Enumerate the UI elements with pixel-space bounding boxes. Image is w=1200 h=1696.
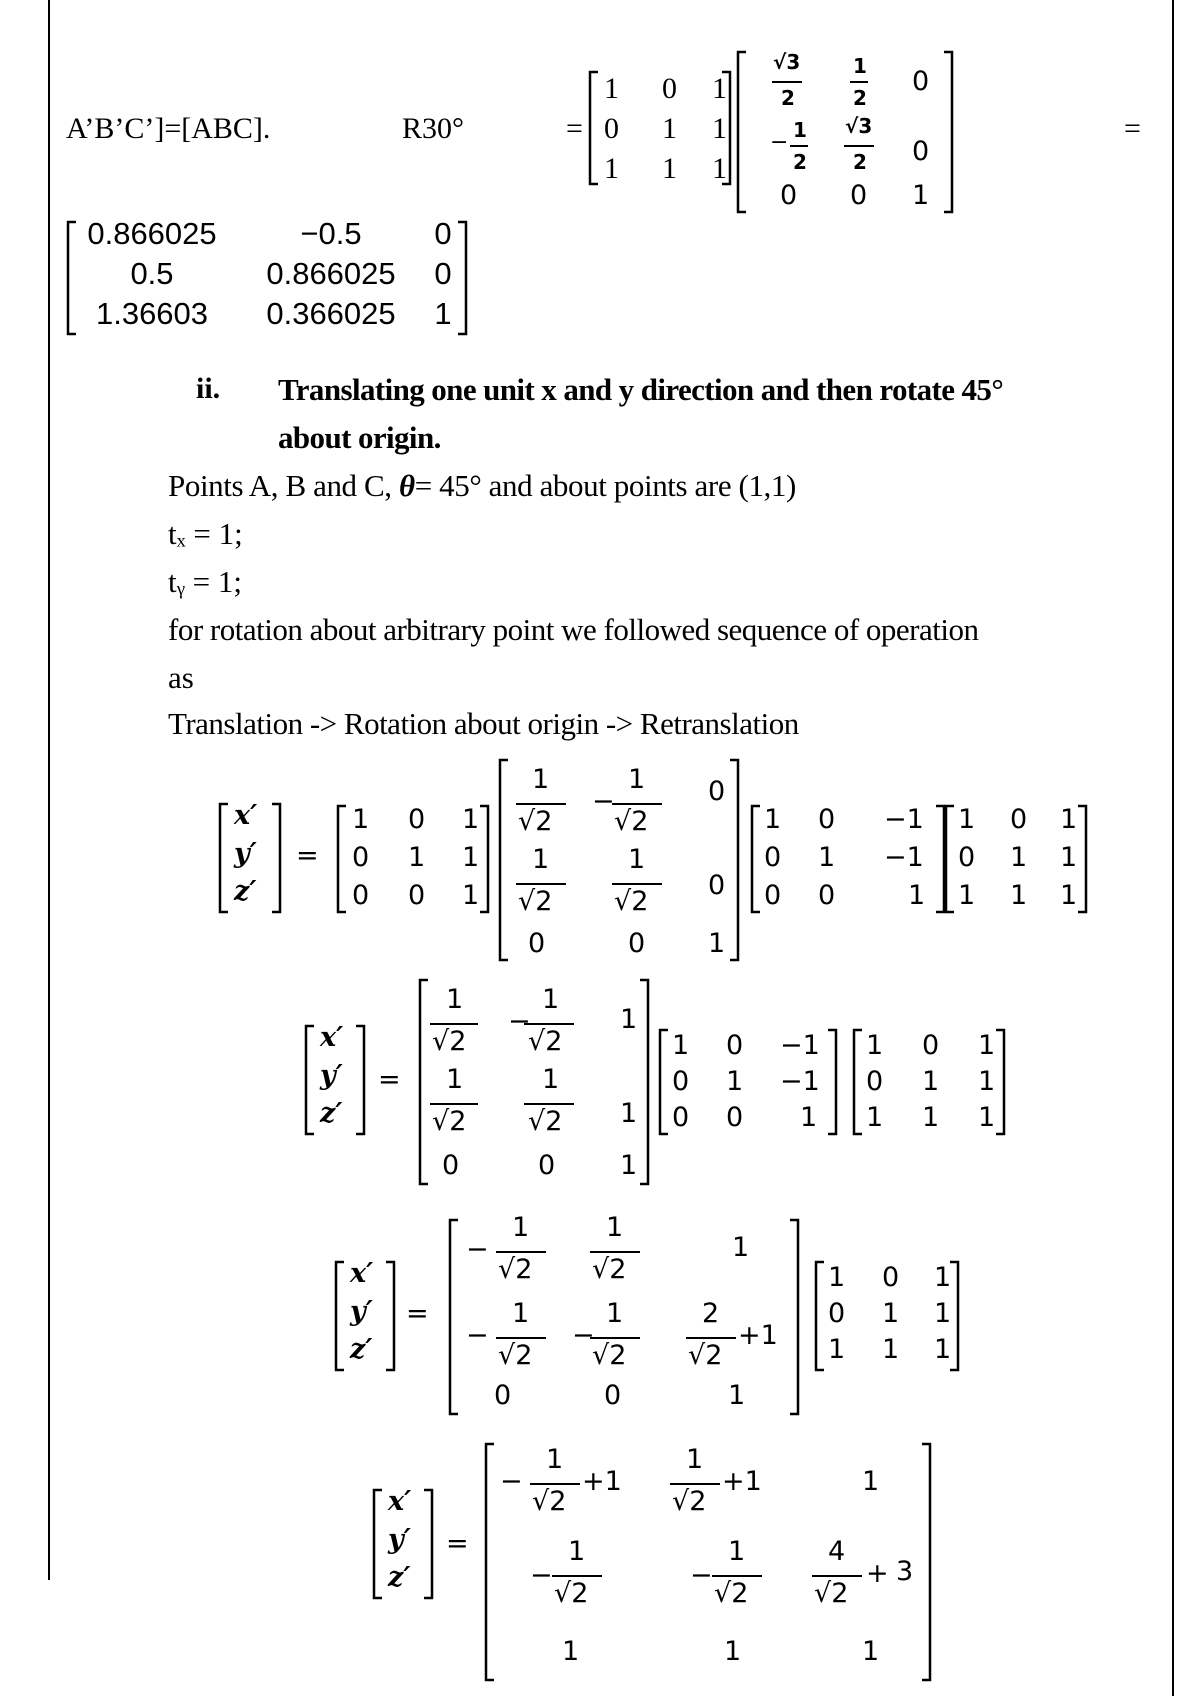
eq1-r-r1c3: 0 [708,776,726,807]
eq1-t2-r1c3: −1 [884,804,924,835]
m1-r2c1: 0 [604,112,619,145]
eq4-r3c2: 1 [724,1636,742,1667]
eq1-t2-r3c1: 0 [764,880,782,911]
m2-r1c2-num: 1 [853,54,867,78]
eq3-equals: = [406,1298,429,1329]
eq3-r2c3-den: √2 [688,1340,723,1371]
eq3-p-r1c3: 1 [934,1262,952,1293]
eq3-p-r2c1: 0 [828,1298,846,1329]
r1-r2c3: 0 [434,256,452,291]
eq3-r3c1: 0 [494,1380,512,1411]
eq2-r3c1: 0 [442,1150,460,1181]
m2-r2c2-den: 2 [853,150,867,174]
eq2-t2-r2c2: 1 [726,1066,744,1097]
eq1-t1-r1c2: 0 [408,804,426,835]
eq1-t1-r1c1: 1 [352,804,370,835]
abc-lhs: A’B’C’]=[ABC]. [66,112,271,145]
eq2-r1c3: 1 [620,1004,638,1035]
m1-r1c2: 0 [662,72,677,105]
eq1-p-r2c1: 0 [958,842,976,873]
r1-r3c3: 1 [434,296,452,331]
eq3-r2c2-minus: − [572,1320,595,1351]
eq2-r2c2-den: √2 [528,1106,563,1137]
eq4-r2c1-minus: − [530,1560,553,1591]
eq2-t2-r3c2: 0 [726,1102,744,1133]
eq3-r2c1-num: 1 [512,1298,530,1329]
eq1-t2-r2c1: 0 [764,842,782,873]
eq1-r-r2c1-num: 1 [532,844,550,875]
m2-r1c3: 0 [912,66,930,97]
eq1-r-r1c2-den: √2 [614,806,649,837]
eq3-r2c1-minus: − [466,1320,489,1351]
eq4-r1c2-num: 1 [686,1444,704,1475]
eq4-r2c3-den: √2 [814,1578,849,1609]
m1-r3c3: 1 [712,152,727,185]
m1-r3c1: 1 [604,152,619,185]
eq1-r-r1c2-minus: − [592,786,615,817]
eq3-r1c3: 1 [732,1232,750,1263]
m1-r2c2: 1 [662,112,677,145]
eq2-equals: = [378,1064,401,1095]
equals-2: = [1124,112,1141,145]
m2-r1c1-den: 2 [781,86,795,110]
eq3-p-r2c3: 1 [934,1298,952,1329]
eq2-t2-r2c1: 0 [672,1066,690,1097]
eq2-r1c2-den: √2 [528,1026,563,1057]
eq3-r1c1-minus: − [466,1234,489,1265]
eq2-r3c3: 1 [620,1150,638,1181]
r1-r3c1: 1.36603 [95,296,209,331]
eq1-r-r1c1-den: √2 [518,806,553,837]
eq1-vec-x: x′ [234,800,258,831]
r1-r1c2: −0.5 [300,216,362,251]
paragraph-line1: for rotation about arbitrary point we followed sequence of operation [168,612,979,647]
eq1-t1-r3c3: 1 [462,880,480,911]
m2-r3c2: 0 [850,180,868,211]
eq4-r2c3-three: 3 [896,1556,914,1587]
eq1-t2-r1c2: 0 [818,804,836,835]
eq1-r-r3c1: 0 [528,928,546,959]
eq1-t1-r1c3: 1 [462,804,480,835]
eq2-t2-r1c1: 1 [672,1030,690,1061]
section-title-line1: Translating one unit x and y direction and then rotate 45° [278,372,1004,407]
eq1-t2-r3c3: 1 [908,880,926,911]
eq4-r2c3-num: 4 [828,1536,846,1567]
eq4-r2c1-den: √2 [554,1578,589,1609]
eq1-r-r3c3: 1 [708,928,726,959]
m2-r2c2-num: √3 [845,114,873,138]
section-title-line2: about origin. [278,420,441,455]
r1-r2c2: 0.866025 [266,256,396,291]
eq1-r-r2c1-den: √2 [518,886,553,917]
eq3-p-r3c1: 1 [828,1334,846,1365]
eq4-vec-y: y′ [388,1524,411,1555]
eq2-p-r3c1: 1 [866,1102,884,1133]
eq2-r1c1-num: 1 [446,984,464,1015]
rotation-label: R30° [402,112,465,145]
theta-symbol: θ [398,468,415,503]
eq2-vec-y: y′ [320,1060,343,1091]
equals-1: = [566,112,583,145]
eq3-p-r3c2: 1 [882,1334,900,1365]
m2-r3c1: 0 [780,180,798,211]
m2-r2c1-den: 2 [793,150,807,174]
eq3-r1c2-den: √2 [592,1254,627,1285]
m2-r2c1-minus: − [770,130,789,155]
eq1-p-r3c1: 1 [958,880,976,911]
eq2-t2-r3c3: 1 [800,1102,818,1133]
eq3-r1c1-den: √2 [498,1254,533,1285]
eq1-t1-r2c3: 1 [462,842,480,873]
m2-r2c3: 0 [912,136,930,167]
eq1-t2-r2c3: −1 [884,842,924,873]
eq3-p-r3c3: 1 [934,1334,952,1365]
eq3-vec-y: y′ [350,1296,373,1327]
eq1-t1-r3c2: 0 [408,880,426,911]
eq4-vec-x: x′ [388,1486,412,1517]
eq1-t2-r2c2: 1 [818,842,836,873]
paragraph-line2: as [168,660,194,695]
eq1-t1-r3c1: 0 [352,880,370,911]
r1-r1c3: 0 [434,216,452,251]
eq2-r1c2-minus: − [508,1006,531,1037]
eq2-r2c1-den: √2 [432,1106,467,1137]
eq2-p-r2c2: 1 [922,1066,940,1097]
eq1-r-r3c2: 0 [628,928,646,959]
eq2-r3c2: 0 [538,1150,556,1181]
m1-r1c1: 1 [604,72,619,105]
eq2-r1c1-den: √2 [432,1026,467,1057]
m1-r1c3: 1 [712,72,727,105]
eq3-r2c3-num: 2 [702,1298,720,1329]
r1-r1c1: 0.866025 [87,216,217,251]
eq1-t1-r2c1: 0 [352,842,370,873]
eq1-r-r2c2-num: 1 [628,844,646,875]
eq4-r3c1: 1 [562,1636,580,1667]
eq4-vec-z: z′ [388,1562,411,1593]
eq4-r1c2-den: √2 [672,1486,707,1517]
eq1-p-r3c2: 1 [1010,880,1028,911]
eq1-p-r1c3: 1 [1060,804,1078,835]
eq3-vec-z: z′ [350,1334,373,1365]
eq3-r2c3-plus1: +1 [738,1320,778,1351]
eq2-vec-z: z′ [320,1098,343,1129]
eq2-r1c2-num: 1 [542,984,560,1015]
eq4-r1c1-minus: − [500,1466,523,1497]
eq3-r3c3: 1 [728,1380,746,1411]
eq4-r2c1-num: 1 [568,1536,586,1567]
eq4-r2c2-den: √2 [714,1578,749,1609]
tx-line: tₓ = 1; [168,516,243,551]
eq2-t2-r1c3: −1 [780,1030,820,1061]
eq4-r1c1-num: 1 [546,1444,564,1475]
eq1-vec-z: z′ [234,876,257,907]
eq2-p-r3c3: 1 [978,1102,996,1133]
eq4-r3c3: 1 [862,1636,880,1667]
eq2-t2-r1c2: 0 [726,1030,744,1061]
eq3-r3c2: 0 [604,1380,622,1411]
eq1-t2-r1c1: 1 [764,804,782,835]
eq3-r2c1-den: √2 [498,1340,533,1371]
eq1-p-r3c3: 1 [1060,880,1078,911]
eq2-t2-r2c3: −1 [780,1066,820,1097]
eq2-p-r1c2: 0 [922,1030,940,1061]
eq2-vec-x: x′ [320,1022,344,1053]
eq4-r2c3-plus: + [866,1558,889,1589]
m2-r1c1-num: √3 [773,50,801,74]
eq1-vec-y: y′ [234,838,257,869]
ty-line: tᵧ = 1; [168,564,242,599]
eq4-r1c2-plus1: +1 [722,1466,762,1497]
eq3-r2c2-num: 1 [606,1298,624,1329]
points-line-pre: Points A, B and C, [168,468,399,503]
eq1-p-r1c1: 1 [958,804,976,835]
m2-r2c1-num: 1 [793,118,807,142]
eq4-r1c1-plus1: +1 [582,1466,622,1497]
eq1-r-r2c3: 0 [708,870,726,901]
eq2-p-r3c2: 1 [922,1102,940,1133]
eq1-p-r2c3: 1 [1060,842,1078,873]
eq1-equals: = [296,840,319,871]
eq3-r1c1-num: 1 [512,1212,530,1243]
eq1-t2-r3c2: 0 [818,880,836,911]
m1-r3c2: 1 [662,152,677,185]
eq2-p-r2c3: 1 [978,1066,996,1097]
eq3-r1c2-num: 1 [606,1212,624,1243]
eq1-r-r2c2-den: √2 [614,886,649,917]
eq3-p-r1c2: 0 [882,1262,900,1293]
eq2-r2c2-num: 1 [542,1064,560,1095]
eq4-equals: = [446,1528,469,1559]
m1-r2c3: 1 [712,112,727,145]
eq4-r1c3: 1 [862,1466,880,1497]
m2-r1c2-den: 2 [853,86,867,110]
eq1-p-r1c2: 0 [1010,804,1028,835]
eq3-vec-x: x′ [350,1258,374,1289]
eq1-t1-r2c2: 1 [408,842,426,873]
eq2-r2c1-num: 1 [446,1064,464,1095]
eq2-t2-r3c1: 0 [672,1102,690,1133]
eq2-p-r2c1: 0 [866,1066,884,1097]
eq1-r-r1c1-num: 1 [532,764,550,795]
eq3-p-r2c2: 1 [882,1298,900,1329]
eq1-p-r2c2: 1 [1010,842,1028,873]
eq4-r1c1-den: √2 [532,1486,567,1517]
eq2-r2c3: 1 [620,1098,638,1129]
eq3-p-r1c1: 1 [828,1262,846,1293]
r1-r3c2: 0.366025 [266,296,396,331]
eq3-r2c2-den: √2 [592,1340,627,1371]
section-number: ii. [196,372,221,405]
eq2-p-r1c3: 1 [978,1030,996,1061]
sequence-line: Translation -> Rotation about origin -> Retranslation [168,706,799,741]
eq4-r2c2-num: 1 [728,1536,746,1567]
r1-r2c1: 0.5 [130,256,174,291]
eq2-p-r1c1: 1 [866,1030,884,1061]
m2-r3c3: 1 [912,180,930,211]
points-line-post: = 45° and about points are (1,1) [414,468,796,503]
eq4-r2c2-minus: − [690,1560,713,1591]
eq1-r-r1c2-num: 1 [628,764,646,795]
